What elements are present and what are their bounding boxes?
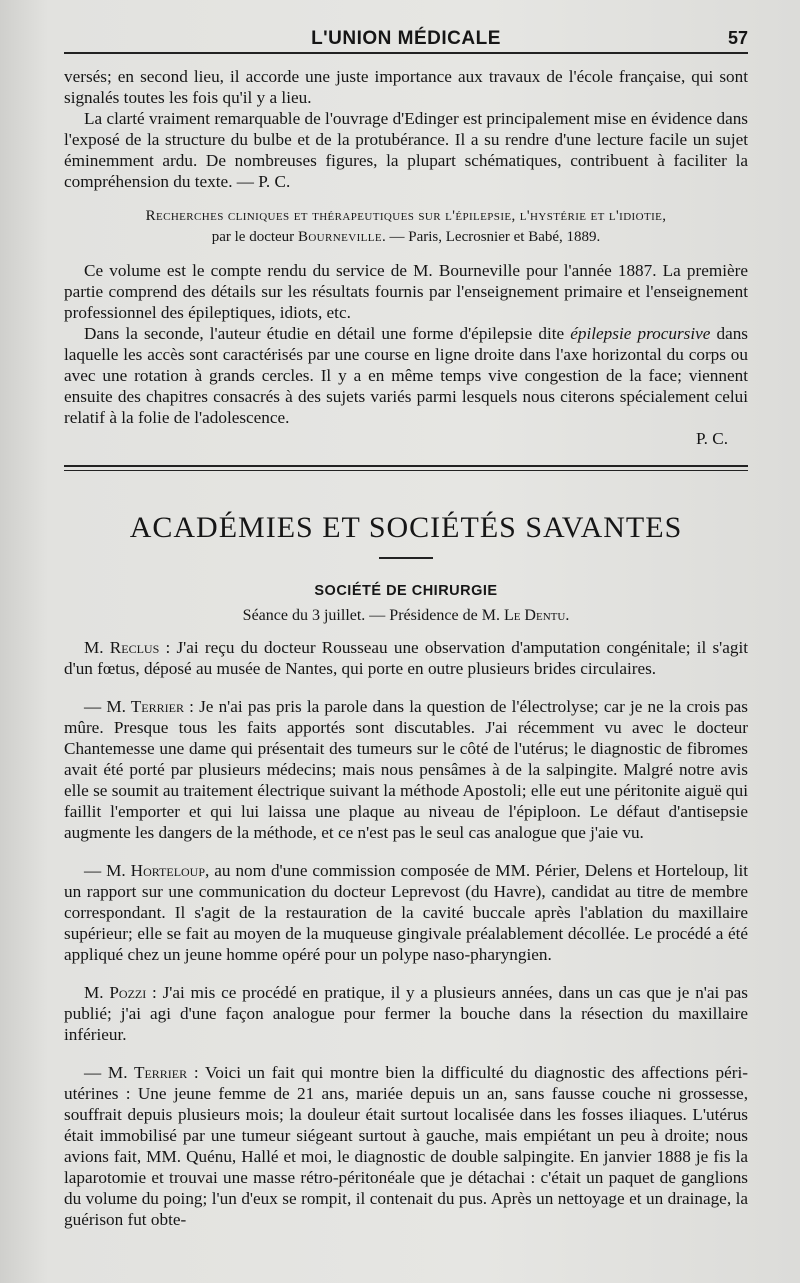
review-edinger-paragraph-1: versés; en second lieu, il accorde une juste importance aux travaux de l'école française, qui sont signalés toutes les fois qu'il y a lieu.	[64, 67, 748, 107]
session-date: Séance du 3 juillet. — Présidence de M.	[242, 607, 504, 624]
review-bourneville-paragraph-1: Ce volume est le compte rendu du service de M. Bourneville pour l'année 1887. La première partie comprend des détails sur les résultats fournis par l'enseignement primaire et l'enseignement professionnel des épileptiques, idiots, etc.	[64, 261, 748, 322]
review-text-start: Dans la seconde, l'auteur étudie en détail une forme d'épilepsie dite	[84, 324, 571, 343]
speech-text: : J'ai reçu du docteur Rousseau une observation d'amputation congénitale; il s'agit d'un fœtus, déposé au musée de Nantes, qui porte en outre plusieurs brides circulaires.	[64, 638, 748, 678]
paragraph-pozzi	[64, 982, 748, 1045]
running-header	[64, 0, 748, 54]
review-book-title: Recherches cliniques et thérapeutiques sur l'épilepsie, l'hystérie et l'idiotie,	[145, 208, 667, 224]
speech-text: , au nom d'une commission composée de MM. Périer, Delens et Horteloup, lit un rapport sur une communication du docteur Leprevost (du Havre), candidat au titre de membre correspondant. Il s'agit de la restauration de la cavité buccale après l'ablation du maxillaire supérieur; elle se fait au moyen de la muqueuse gingivale préalablement décollée. Le procédé a été appliqué chez un jeune homme opéré pour un polype naso-pharyngien.	[64, 861, 748, 964]
review-edinger-paragraph-2: La clarté vraiment remarquable de l'ouvrage d'Edinger est principalement mise en évidence dans l'exposé de la structure du bulbe et de la protubérance. Il a su rendre d'une lecture facile un sujet éminemment ardu. De nombreuses figures, la plupart schématiques, contribuent à faciliter la compréhension du texte. — P. C.	[64, 109, 748, 191]
paragraph-terrier-2	[64, 1062, 748, 1230]
review-bourneville-paragraph-2	[64, 323, 748, 428]
speaker-name: M. Pozzi	[84, 983, 147, 1002]
session-end: .	[565, 607, 570, 624]
paragraph-terrier-1	[64, 696, 748, 843]
session-president: Le Dentu	[503, 607, 566, 624]
review-signature: P. C.	[695, 429, 728, 448]
title-underline	[379, 557, 433, 559]
review-italic-term: épilepsie procursive	[570, 324, 711, 343]
paragraph-horteloup	[64, 860, 748, 965]
journal-title: L'UNION MÉDICALE	[311, 28, 501, 49]
page-number: 57	[727, 28, 748, 48]
review-bourneville-heading	[64, 206, 748, 248]
society-heading: SOCIÉTÉ DE CHIRURGIE	[314, 583, 498, 599]
session-line	[64, 607, 748, 625]
speech-text: : Voici un fait qui montre bien la difficulté du diagnostic des affections péri-utérines : Une jeune femme de 21 ans, mariée depuis un an, sans fausse couche ni grossesse, souffrait depuis plusieurs mois; la douleur était surtout localisée dans les fosses iliaques. L'utérus était immobilisé par une tumeur siégeant surtout à gauche, mais empiétant un peu à droite; nous avions fait, MM. Quénu, Hallé et moi, le diagnostic de double salpingite. En janvier 1888 je fis la laparotomie et trouvai une masse rétro-péritonéale que je détachai : c'était un paquet de ganglions du volume du poing; l'un d'eux se rompit, il contenait du pus. Après un nettoyage et un drainage, la guérison fut obte-	[64, 1063, 748, 1229]
speaker-name: — M. Terrier	[84, 697, 184, 716]
review-text-end: dans laquelle les accès sont caractérisés par une course en ligne droite dans l'axe horizontal du corps ou avec une rotation à grands cercles. Il y a en même temps vive congestion de la face; viennent ensuite des chapitres consacrés à des sujets variés parmi lesquels nous citerons spécialement celui relatif à la folie de l'adolescence.	[64, 324, 748, 427]
speech-text: : J'ai mis ce procédé en pratique, il y a plusieurs années, dans un cas que je n'ai pas publié; j'ai agi d'une façon analogue pour fermer la bouche dans la résection du maxillaire inférieur.	[64, 983, 748, 1044]
speech-text: : Je n'ai pas pris la parole dans la question de l'électrolyse; car je ne la crois pas mûre. Presque tous les faits apportés sont discutables. J'ai récemment vu avec le docteur Chantemesse une dame qui présentait des tumeurs sur le côté de l'utérus; le diagnostic de fibromes avait été porté par plusieurs médecins; mais nous pensâmes à de la salpingite. Malgré notre avis elle se soumit au traitement électrique suivant la méthode Apostoli; elle eut une péritonite aiguë qui faillit l'emporter et qui lui laissa une plaque au niveau de l'épiploon. Le défaut d'antisepsie augmente les dangers de la méthode, et ce n'est pas le seul cas analogue que j'aie vu.	[64, 697, 748, 842]
speaker-name: — M. Terrier	[84, 1063, 188, 1082]
paragraph-reclus	[64, 637, 748, 679]
review-publisher: . — Paris, Lecrosnier et Babé, 1889.	[382, 229, 601, 245]
review-book-publication	[64, 227, 748, 248]
section-divider	[64, 465, 748, 471]
review-author-name: Bourneville	[297, 229, 382, 245]
review-author-prefix: par le docteur	[211, 229, 298, 245]
speaker-name: — M. Horteloup	[84, 861, 206, 880]
speaker-name: M. Reclus	[84, 638, 160, 657]
section-title: ACADÉMIES ET SOCIÉTÉS SAVANTES	[129, 511, 683, 544]
